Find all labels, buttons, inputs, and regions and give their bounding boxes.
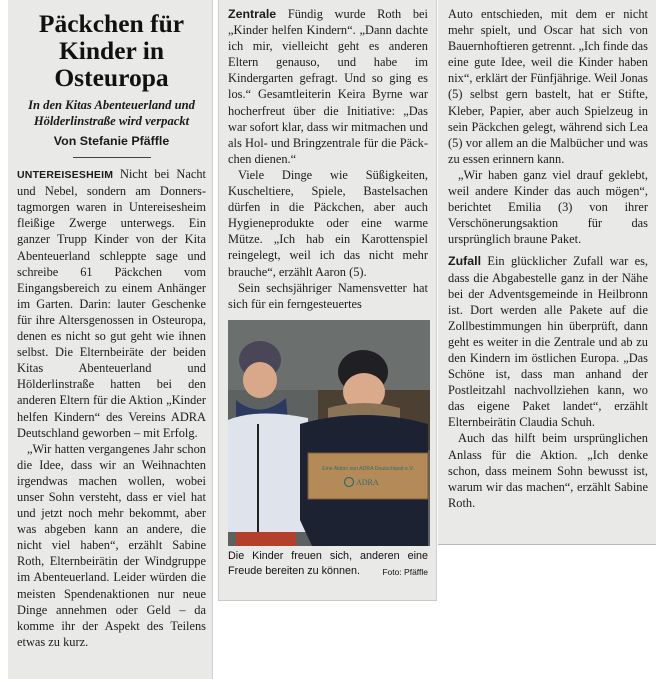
section-kicker: Zufall — [448, 254, 482, 269]
paragraph — [17, 166, 206, 441]
paragraph-text: Nicht bei Nacht und Nebel, sondern am Donnerstagmorgen waren in Untereisesheim fleißige Zwerge unterwegs. Ein ganzer Trupp Kinder von der Kita Abenteuerland schleppte sage und schreibe 61 Päckchen vom Eingangsbereich zu einem Anhänger im Garten. Darin: lauter Geschenke für ihre Altersgenossen in Osteuropa, denen es nicht so gut geht wie ihnen selbst. Die Elternbeiräte der beiden Kitas Abenteuerland und Hölderlinstraße hatten bei den anderen Eltern für die Aktion „Kinder helfen Kindern“ des Vereins ADRA Deutschland geworben – mit Erfolg. — [17, 167, 206, 440]
caption-text: Die Kinder freuen sich, anderen eine Freude bereiten zu können. — [228, 549, 428, 577]
photo-credit: Foto: Pfäffle — [382, 566, 428, 577]
subheadline-line: Hölderlinstraße wird verpackt — [33, 114, 190, 128]
headline-line: Osteuropa — [54, 63, 169, 92]
paragraph-text: Ein glücklicher Zufall war es, dass die Abgabestelle ganz in der Nähe bei der Adventsgemeinde in Heilbronn ist. Dort werden alle Pakete auf die Zollbestimmungen hin überprüft, dann geht es weiter in die Zentrale und ab zu den Kindern im östlichen Europa. „Das Schöne ist, dass man anhand der Postleitzahl nachvollziehen kann, wo das eigene Paket landet“, erzählt Elternbeirätin Claudia Schuh. — [448, 254, 648, 430]
headline-line: Päckchen für — [38, 9, 185, 38]
package-box — [308, 453, 428, 499]
paragraph — [228, 6, 428, 167]
headline — [17, 10, 206, 91]
paragraph: Sein sechsjähriger Namensvetter hat sich für ein ferngesteuertes — [228, 280, 428, 311]
article-column-1 — [8, 0, 213, 679]
dateline-kicker: UNTEREISESHEIM — [17, 169, 114, 182]
article-column-3 — [438, 0, 656, 545]
subheadline-line: In den Kitas Abenteuerland und — [28, 98, 195, 112]
byline: Von Stefanie Pfäffle — [53, 134, 170, 148]
paragraph-text: Fündig wurde Roth bei „Kinder helfen Kindern“. „Dann dachte ich mir, vielleicht geht es anderen Eltern genauso, und habe im Kindergarten gefragt. Und so ging es los.“ Gesamtleiterin Keira Byrne war hocherfreut über die Initiative: „Das war sofort klar, dass wir mitmachen und als Hol- und Bringzentrale für die Päckchen dienen.“ — [228, 7, 428, 166]
article-column-2 — [218, 0, 437, 601]
paragraph — [448, 253, 648, 430]
paragraph: Auto entschieden, mit dem er nicht mehr spielt, und Oscar hat sich von Bauernhoftieren getrennt. „Ich finde das eine gute Idee, weil die Kinder haben nix“, erklärt der Fünfjährige. Weil Jonas (5) selbst gern bastelt, hat er Stifte, Kleber, Papier, aber auch Spielzeug in sein Päckchen gelegt, während sich Lea (5) vor allem an die Malbücher und was zu essen erinnern kann. — [448, 7, 648, 166]
photo-caption — [228, 549, 428, 579]
subheadline — [17, 97, 206, 129]
article-photo — [228, 320, 430, 546]
box-brand: ADRA — [356, 477, 379, 487]
headline-line: Kinder in — [58, 36, 165, 65]
section-kicker: Zentrale — [228, 7, 277, 21]
box-label: Eine Aktion von ADRA Deutschland e.V. — [322, 465, 414, 472]
paragraph: „Wir hatten vergangenes Jahr schon die Idee, dass wir an Weihnachten irgendwas machen wollen, wobei unser Sohn versteht, dass er viel hat und jetzt noch mehr bekommt, aber was abgeben kann an andere, die nicht viel haben“, erzählt Sabine Roth, Elternbeirätin der Windgruppe im Abenteuerland. Leider würden die meisten Spendenaktionen nur neue Dinge annehmen oder Geld – da komme ihr der Aspekt des Teilens etwas zu kurz. — [17, 441, 206, 649]
paragraph: Viele Dinge wie Süßigkeiten, Kuscheltiere, Spiele, Bastelsachen dürfen in die Päckchen, aber auch Hygieneprodukte oder eine warme Mütze. „Ich hab ein Karottenspiel reingelegt, weil ich das nicht mehr brauche“, erzählt Aaron (5). — [228, 167, 428, 279]
divider — [73, 157, 151, 158]
paragraph: Auch das hilft beim ursprünglichen Anlass für die Aktion. „Ich denke schon, dass meinem Sohn bewusst ist, warum wir das machen“, erzählt Sabine Roth. — [448, 431, 648, 510]
photo-children-with-package — [228, 320, 430, 546]
paragraph: „Wir haben ganz viel drauf geklebt, weil andere Kinder das auch mögen“, berichtet Emilia (3) von ihrer Verschönerungsaktion für das ursprünglich braune Paket. — [448, 167, 648, 247]
